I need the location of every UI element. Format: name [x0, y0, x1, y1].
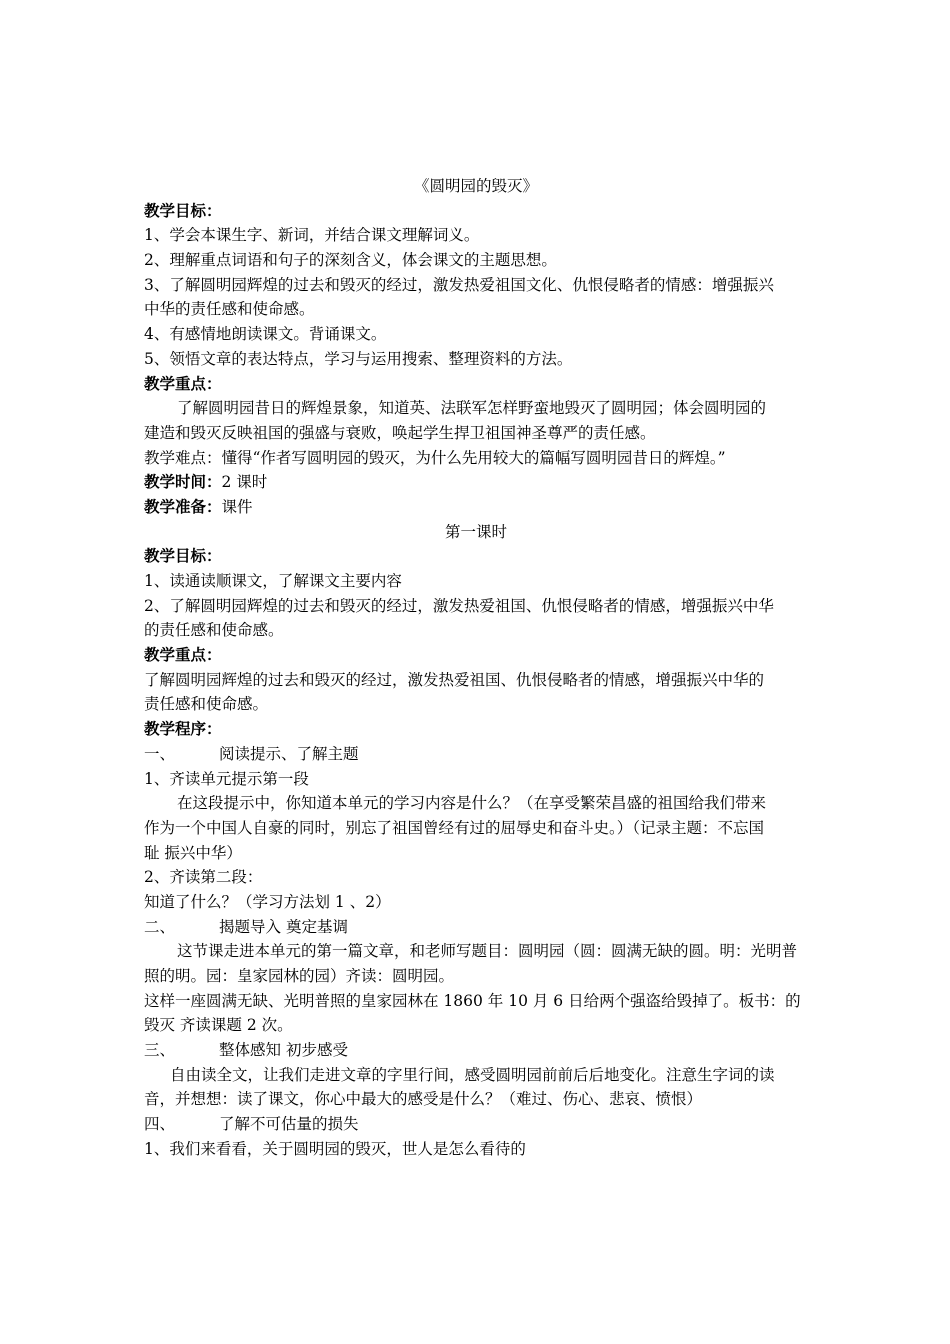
- step-heading: [144, 1112, 808, 1137]
- step-paragraph: 照的明。园：皇家园林的园）齐读：圆明园。: [144, 967, 455, 985]
- teaching-time: [144, 470, 808, 495]
- goal-line: 3、了解圆明园辉煌的过去和毁灭的经过，激发热爱祖国文化、仇恨侵略者的情感：增强振兴: [144, 275, 774, 294]
- goal-line: 2、理解重点词语和句子的深刻含义，体会课文的主题思想。: [144, 251, 557, 270]
- goal-line: 5、领悟文章的表达特点，学习与运用搜索、整理资料的方法。: [144, 349, 573, 368]
- step-number: 一、: [144, 744, 176, 763]
- document-title: 《圆明园的毁灭》: [413, 177, 538, 195]
- teaching-prep: [144, 495, 808, 520]
- lesson-goal-line: 2、了解圆明园辉煌的过去和毁灭的经过，激发热爱祖国、仇恨侵略者的情感，增强振兴中华: [144, 596, 774, 615]
- step-item: 1、齐读单元提示第一段: [144, 769, 309, 788]
- step-title: 阅读提示、了解主题: [219, 744, 359, 763]
- goals-label: 教学目标：: [144, 201, 222, 220]
- key-points-text: 了解圆明园昔日的辉煌景象，知道英、法联军怎样野蛮地毁灭了圆明园；体会圆明园的: [177, 399, 767, 418]
- procedure-label: 教学程序：: [144, 720, 222, 739]
- lesson-goal-line: 1、读通读顺课文，了解课文主要内容: [144, 572, 402, 590]
- step-number: 三、: [144, 1041, 176, 1060]
- document-page: [144, 174, 808, 1162]
- lesson-key-label: 教学重点：: [144, 646, 222, 665]
- step-title: 整体感知 初步感受: [219, 1041, 348, 1060]
- step-paragraph: 作为一个中国人自豪的同时，别忘了祖国曾经有过的屈辱史和奋斗史。）（记录主题：不忘国: [144, 818, 765, 837]
- step-paragraph: 自由读全文，让我们走进文章的字里行间，感受圆明园前前后后地变化。注意生字词的读: [170, 1065, 775, 1084]
- step-item: 2、齐读第二段：: [144, 868, 263, 887]
- step-title: 了解不可估量的损失: [219, 1115, 359, 1134]
- step-number: 二、: [144, 917, 176, 936]
- goal-line: 1、学会本课生字、新词，并结合课文理解词义。: [144, 226, 480, 245]
- step-heading: [144, 915, 808, 940]
- step-paragraph: 耻 振兴中华）: [144, 843, 242, 862]
- lesson-goal-line: 的责任感和使命感。: [144, 621, 284, 640]
- prep-value: 课件: [221, 497, 253, 516]
- goal-line: 中华的责任感和使命感。: [144, 300, 315, 319]
- prep-label: 教学准备：: [144, 497, 222, 516]
- lesson-goals-label: 教学目标：: [144, 547, 222, 566]
- lesson-heading: 第一课时: [444, 522, 507, 541]
- step-heading: [144, 1038, 808, 1063]
- step-paragraph: 毁灭 齐读课题 2 次。: [144, 1016, 293, 1035]
- key-points-label: 教学重点：: [144, 374, 222, 393]
- lesson-key-text: 了解圆明园辉煌的过去和毁灭的经过，激发热爱祖国、仇恨侵略者的情感，增强振兴中华的: [144, 670, 765, 689]
- step-number: 四、: [144, 1115, 176, 1134]
- step-paragraph: 音，并想想：读了课文，你心中最大的感受是什么？（难过、伤心、悲哀、愤恨）: [144, 1090, 703, 1109]
- step-paragraph: 在这段提示中，你知道本单元的学习内容是什么？（在享受繁荣昌盛的祖国给我们带来: [177, 794, 767, 813]
- time-label: 教学时间：: [144, 473, 222, 492]
- key-points-text: 建造和毁灭反映祖国的强盛与衰败，唤起学生捍卫祖国神圣尊严的责任感。: [144, 423, 656, 442]
- goal-line: 4、有感情地朗读课文。背诵课文。: [144, 325, 387, 344]
- step-paragraph: 这样一座圆满无缺、光明普照的皇家园林在 1860 年 10 月 6 日给两个强盗给毁掉了。板书：的: [144, 991, 801, 1010]
- step-paragraph: 知道了什么？（学习方法划 1 、2）: [144, 892, 391, 911]
- step-item: 1、我们来看看，关于圆明园的毁灭，世人是怎么看待的: [144, 1139, 526, 1158]
- step-title: 揭题导入 奠定基调: [219, 917, 348, 936]
- difficulty-text: 教学难点：懂得“作者写圆明园的毁灭，为什么先用较大的篇幅写圆明园昔日的辉煌。”: [144, 448, 726, 467]
- time-value: 2 课时: [221, 473, 268, 492]
- step-paragraph: 这节课走进本单元的第一篇文章，和老师写题目：圆明园（圆：圆满无缺的圆。明：光明普: [177, 942, 798, 961]
- step-heading: [144, 742, 808, 767]
- lesson-key-text: 责任感和使命感。: [144, 695, 269, 714]
